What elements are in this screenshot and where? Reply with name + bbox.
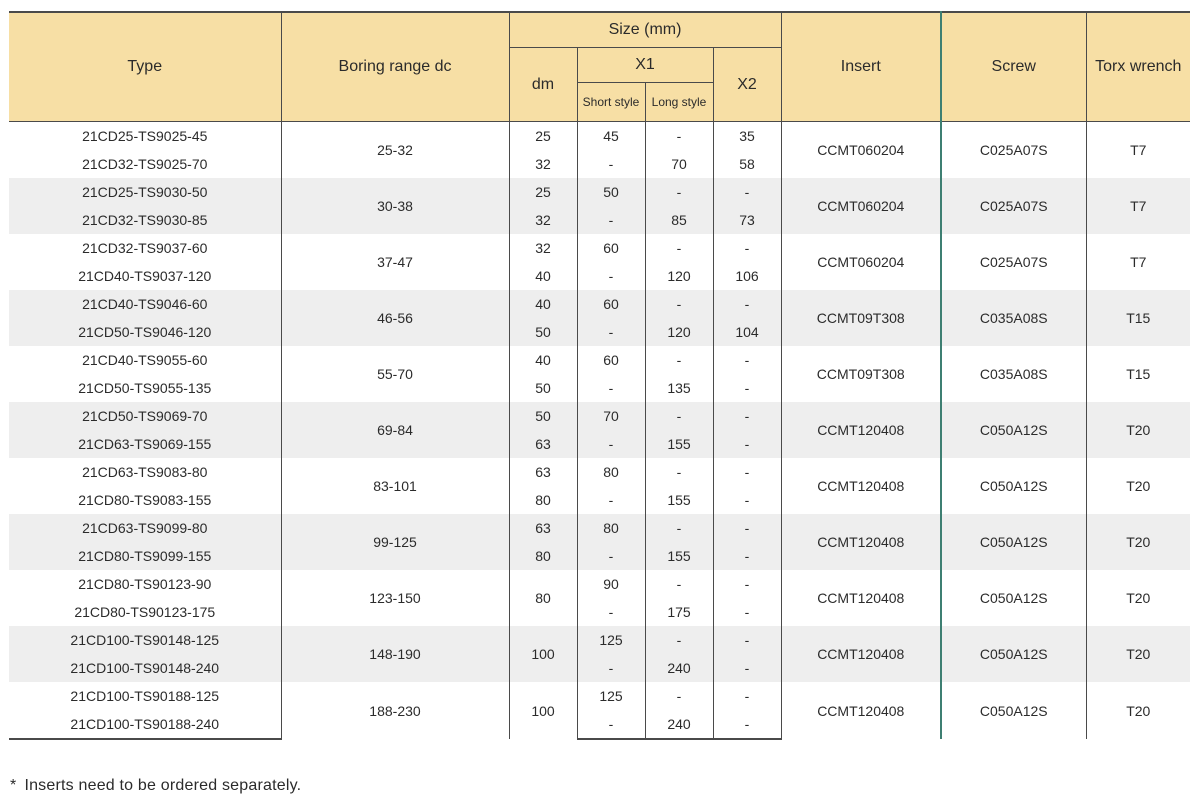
cell-dm: 80 — [509, 570, 577, 626]
cell-type: 21CD50-TS9046-120 — [9, 318, 281, 346]
cell-short-style: - — [577, 486, 645, 514]
cell-insert: CCMT09T308 — [781, 290, 941, 346]
cell-short-style: 60 — [577, 346, 645, 374]
cell-x2: - — [713, 430, 781, 458]
cell-dm: 40 — [509, 262, 577, 290]
cell-boring-range: 69-84 — [281, 402, 509, 458]
cell-short-style: - — [577, 318, 645, 346]
cell-torx-wrench: T20 — [1086, 402, 1190, 458]
header-size: Size (mm) — [509, 12, 781, 48]
cell-short-style: - — [577, 374, 645, 402]
cell-short-style: - — [577, 542, 645, 570]
cell-type: 21CD63-TS9099-80 — [9, 514, 281, 542]
table-row — [9, 458, 1190, 486]
cell-screw: C025A07S — [941, 234, 1086, 290]
cell-screw: C035A08S — [941, 290, 1086, 346]
cell-insert: CCMT120408 — [781, 626, 941, 682]
cell-type: 21CD100-TS90188-240 — [9, 710, 281, 739]
header-torx-wrench: Torx wrench — [1086, 12, 1190, 122]
cell-long-style: 240 — [645, 710, 713, 739]
cell-long-style: - — [645, 346, 713, 374]
cell-type: 21CD50-TS9069-70 — [9, 402, 281, 430]
cell-type: 21CD40-TS9037-120 — [9, 262, 281, 290]
cell-dm: 25 — [509, 122, 577, 151]
cell-boring-range: 188-230 — [281, 682, 509, 739]
table-row — [9, 402, 1190, 430]
cell-short-style: 50 — [577, 178, 645, 206]
table-row — [9, 234, 1190, 262]
cell-type: 21CD100-TS90148-240 — [9, 654, 281, 682]
cell-long-style: 175 — [645, 598, 713, 626]
cell-x2: - — [713, 570, 781, 598]
cell-type: 21CD40-TS9055-60 — [9, 346, 281, 374]
cell-screw: C025A07S — [941, 178, 1086, 234]
cell-short-style: - — [577, 710, 645, 739]
cell-short-style: 90 — [577, 570, 645, 598]
header-long-style: Long style — [645, 83, 713, 122]
cell-x2: - — [713, 290, 781, 318]
footnote-mark: * — [10, 777, 17, 794]
header-type: Type — [9, 12, 281, 122]
cell-long-style: - — [645, 178, 713, 206]
cell-insert: CCMT120408 — [781, 402, 941, 458]
cell-x2: - — [713, 486, 781, 514]
cell-x2: 35 — [713, 122, 781, 151]
cell-dm: 25 — [509, 178, 577, 206]
cell-type: 21CD32-TS9025-70 — [9, 150, 281, 178]
cell-x2: - — [713, 710, 781, 739]
cell-insert: CCMT120408 — [781, 570, 941, 626]
cell-long-style: 70 — [645, 150, 713, 178]
cell-long-style: 135 — [645, 374, 713, 402]
cell-dm: 50 — [509, 374, 577, 402]
cell-long-style: 155 — [645, 486, 713, 514]
table-row — [9, 122, 1190, 151]
cell-insert: CCMT09T308 — [781, 346, 941, 402]
header-boring-range: Boring range dc — [281, 12, 509, 122]
cell-short-style: 80 — [577, 458, 645, 486]
cell-torx-wrench: T15 — [1086, 346, 1190, 402]
header-x2: X2 — [713, 48, 781, 122]
cell-short-style: 80 — [577, 514, 645, 542]
cell-long-style: - — [645, 122, 713, 151]
cell-insert: CCMT060204 — [781, 234, 941, 290]
cell-insert: CCMT060204 — [781, 178, 941, 234]
cell-short-style: - — [577, 262, 645, 290]
cell-torx-wrench: T15 — [1086, 290, 1190, 346]
table-row — [9, 346, 1190, 374]
cell-short-style: - — [577, 598, 645, 626]
cell-dm: 32 — [509, 234, 577, 262]
table-row — [9, 682, 1190, 710]
cell-screw: C050A12S — [941, 626, 1086, 682]
cell-boring-range: 148-190 — [281, 626, 509, 682]
cell-dm: 50 — [509, 402, 577, 430]
cell-dm: 100 — [509, 682, 577, 739]
cell-short-style: 125 — [577, 626, 645, 654]
table-header — [9, 12, 1190, 122]
cell-torx-wrench: T20 — [1086, 458, 1190, 514]
cell-type: 21CD50-TS9055-135 — [9, 374, 281, 402]
cell-torx-wrench: T7 — [1086, 122, 1190, 179]
cell-short-style: - — [577, 654, 645, 682]
cell-torx-wrench: T20 — [1086, 626, 1190, 682]
cell-dm: 80 — [509, 542, 577, 570]
cell-long-style: - — [645, 626, 713, 654]
table-row — [9, 626, 1190, 654]
cell-x2: - — [713, 178, 781, 206]
cell-dm: 63 — [509, 514, 577, 542]
cell-torx-wrench: T7 — [1086, 178, 1190, 234]
cell-dm: 63 — [509, 430, 577, 458]
cell-type: 21CD40-TS9046-60 — [9, 290, 281, 318]
header-short-style: Short style — [577, 83, 645, 122]
footnote — [10, 777, 301, 795]
header-dm: dm — [509, 48, 577, 122]
header-insert: Insert — [781, 12, 941, 122]
cell-type: 21CD32-TS9030-85 — [9, 206, 281, 234]
cell-type: 21CD63-TS9083-80 — [9, 458, 281, 486]
cell-type: 21CD80-TS90123-90 — [9, 570, 281, 598]
cell-long-style: - — [645, 402, 713, 430]
cell-torx-wrench: T20 — [1086, 682, 1190, 739]
cell-long-style: - — [645, 234, 713, 262]
cell-long-style: 120 — [645, 318, 713, 346]
cell-x2: - — [713, 402, 781, 430]
cell-short-style: - — [577, 150, 645, 178]
cell-boring-range: 83-101 — [281, 458, 509, 514]
cell-x2: - — [713, 682, 781, 710]
cell-x2: 104 — [713, 318, 781, 346]
table-row — [9, 570, 1190, 598]
table-row — [9, 514, 1190, 542]
cell-dm: 32 — [509, 206, 577, 234]
table-row — [9, 178, 1190, 206]
table-body — [9, 122, 1190, 740]
cell-type: 21CD25-TS9030-50 — [9, 178, 281, 206]
cell-torx-wrench: T20 — [1086, 570, 1190, 626]
cell-long-style: - — [645, 290, 713, 318]
cell-long-style: - — [645, 514, 713, 542]
cell-long-style: - — [645, 458, 713, 486]
cell-type: 21CD25-TS9025-45 — [9, 122, 281, 151]
cell-x2: 106 — [713, 262, 781, 290]
cell-screw: C050A12S — [941, 458, 1086, 514]
cell-short-style: 70 — [577, 402, 645, 430]
cell-boring-range: 25-32 — [281, 122, 509, 179]
cell-short-style: 60 — [577, 290, 645, 318]
cell-screw: C050A12S — [941, 402, 1086, 458]
table-row — [9, 290, 1190, 318]
cell-type: 21CD80-TS90123-175 — [9, 598, 281, 626]
cell-insert: CCMT060204 — [781, 122, 941, 179]
cell-long-style: - — [645, 570, 713, 598]
cell-insert: CCMT120408 — [781, 514, 941, 570]
cell-insert: CCMT120408 — [781, 682, 941, 739]
cell-dm: 40 — [509, 346, 577, 374]
cell-torx-wrench: T20 — [1086, 514, 1190, 570]
cell-long-style: 155 — [645, 542, 713, 570]
cell-short-style: 60 — [577, 234, 645, 262]
cell-boring-range: 99-125 — [281, 514, 509, 570]
cell-x2: - — [713, 542, 781, 570]
cell-short-style: 125 — [577, 682, 645, 710]
cell-x2: - — [713, 346, 781, 374]
cell-type: 21CD100-TS90188-125 — [9, 682, 281, 710]
cell-boring-range: 37-47 — [281, 234, 509, 290]
cell-dm: 63 — [509, 458, 577, 486]
cell-dm: 80 — [509, 486, 577, 514]
cell-torx-wrench: T7 — [1086, 234, 1190, 290]
cell-dm: 50 — [509, 318, 577, 346]
cell-dm: 40 — [509, 290, 577, 318]
cell-type: 21CD100-TS90148-125 — [9, 626, 281, 654]
cell-long-style: 155 — [645, 430, 713, 458]
cell-x2: - — [713, 374, 781, 402]
cell-x2: - — [713, 626, 781, 654]
cell-boring-range: 123-150 — [281, 570, 509, 626]
cell-boring-range: 46-56 — [281, 290, 509, 346]
cell-long-style: 120 — [645, 262, 713, 290]
cell-type: 21CD80-TS9083-155 — [9, 486, 281, 514]
cell-type: 21CD63-TS9069-155 — [9, 430, 281, 458]
cell-screw: C025A07S — [941, 122, 1086, 179]
footnote-text: Inserts need to be ordered separately. — [24, 777, 302, 794]
cell-type: 21CD80-TS9099-155 — [9, 542, 281, 570]
cell-x2: - — [713, 234, 781, 262]
cell-short-style: - — [577, 430, 645, 458]
cell-long-style: 240 — [645, 654, 713, 682]
cell-short-style: - — [577, 206, 645, 234]
cell-type: 21CD32-TS9037-60 — [9, 234, 281, 262]
cell-screw: C050A12S — [941, 682, 1086, 739]
cell-insert: CCMT120408 — [781, 458, 941, 514]
cell-x2: - — [713, 654, 781, 682]
cell-long-style: 85 — [645, 206, 713, 234]
cell-short-style: 45 — [577, 122, 645, 151]
cell-dm: 32 — [509, 150, 577, 178]
header-screw: Screw — [941, 12, 1086, 122]
cell-screw: C050A12S — [941, 570, 1086, 626]
cell-screw: C035A08S — [941, 346, 1086, 402]
cell-long-style: - — [645, 682, 713, 710]
cell-x2: 73 — [713, 206, 781, 234]
tool-spec-table — [9, 11, 1190, 740]
cell-x2: - — [713, 514, 781, 542]
cell-x2: - — [713, 598, 781, 626]
cell-dm: 100 — [509, 626, 577, 682]
cell-boring-range: 55-70 — [281, 346, 509, 402]
cell-boring-range: 30-38 — [281, 178, 509, 234]
cell-x2: - — [713, 458, 781, 486]
cell-x2: 58 — [713, 150, 781, 178]
cell-screw: C050A12S — [941, 514, 1086, 570]
header-x1: X1 — [577, 48, 713, 83]
